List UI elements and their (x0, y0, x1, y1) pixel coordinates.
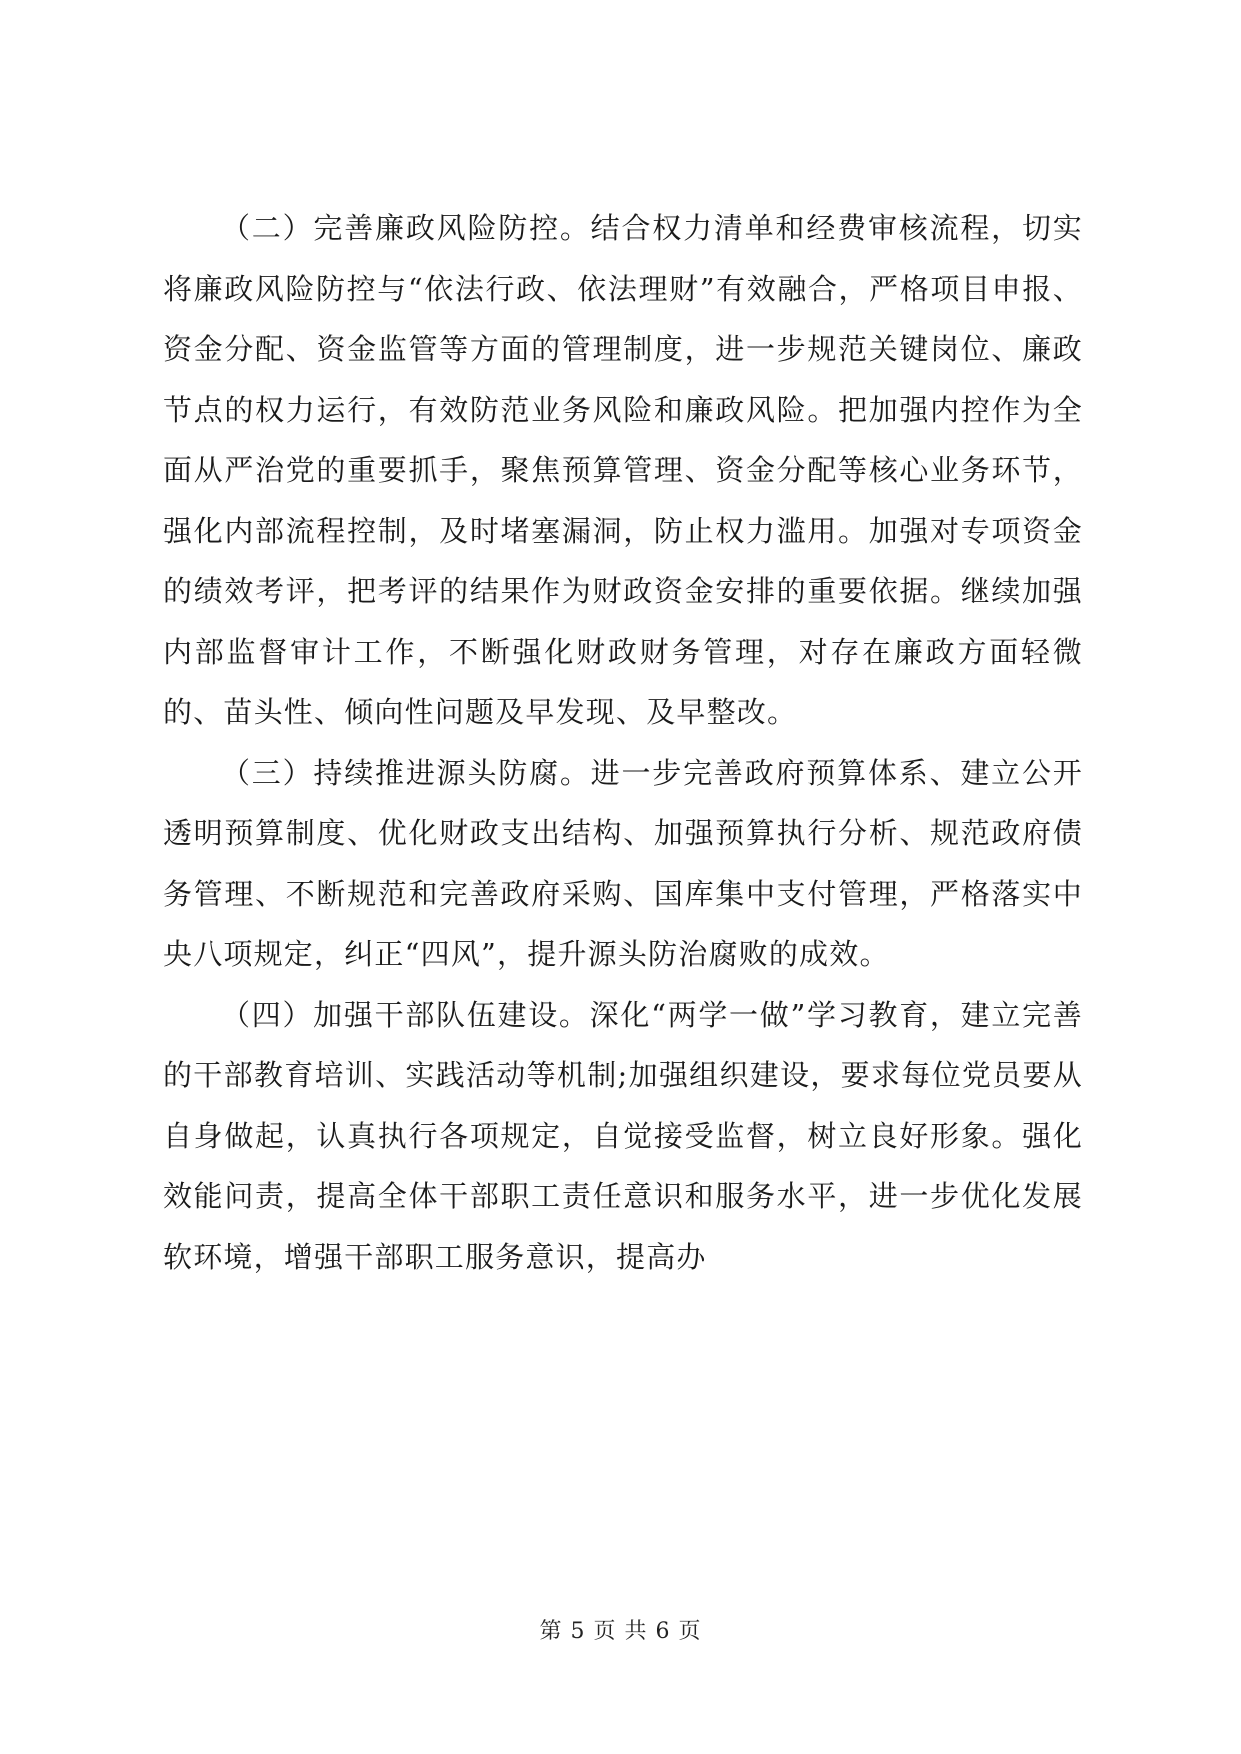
page-number-footer: 第 5 页 共 6 页 (539, 1619, 702, 1644)
paragraph-risk-control: （二）完善廉政风险防控。结合权力清单和经费审核流程，切实将廉政风险防控与“依法行政、依法理财”有效融合，严格项目申报、资金分配、资金监管等方面的管理制度，进一步规范关键岗位、廉政节点的权力运行，有效防范业务风险和廉政风险。把加强内控作为全面从严治党的重要抓手，聚焦预算管理、资金分配等核心业务环节，强化内部流程控制，及时堵塞漏洞，防止权力滥用。加强对专项资金的绩效考评，把考评的结果作为财政资金安排的重要依据。继续加强内部监督审计工作，不断强化财政财务管理，对存在廉政方面轻微的、苗头性、倾向性问题及早发现、及早整改。 (163, 211, 1083, 729)
document-body (163, 198, 1083, 1287)
paragraph-cadre-building: （四）加强干部队伍建设。深化“两学一做”学习教育，建立完善的干部教育培训、实践活动等机制;加强组织建设，要求每位党员要从自身做起，认真执行各项规定，自觉接受监督，树立良好形象。强化效能问责，提高全体干部职工责任意识和服务水平，进一步优化发展软环境，增强干部职工服务意识，提高办 (163, 997, 1083, 1274)
paragraph-source-anticorruption: （三）持续推进源头防腐。进一步完善政府预算体系、建立公开透明预算制度、优化财政支出结构、加强预算执行分析、规范政府债务管理、不断规范和完善政府采购、国库集中支付管理，严格落实中央八项规定，纠正“四风”，提升源头防治腐败的成效。 (163, 755, 1083, 971)
